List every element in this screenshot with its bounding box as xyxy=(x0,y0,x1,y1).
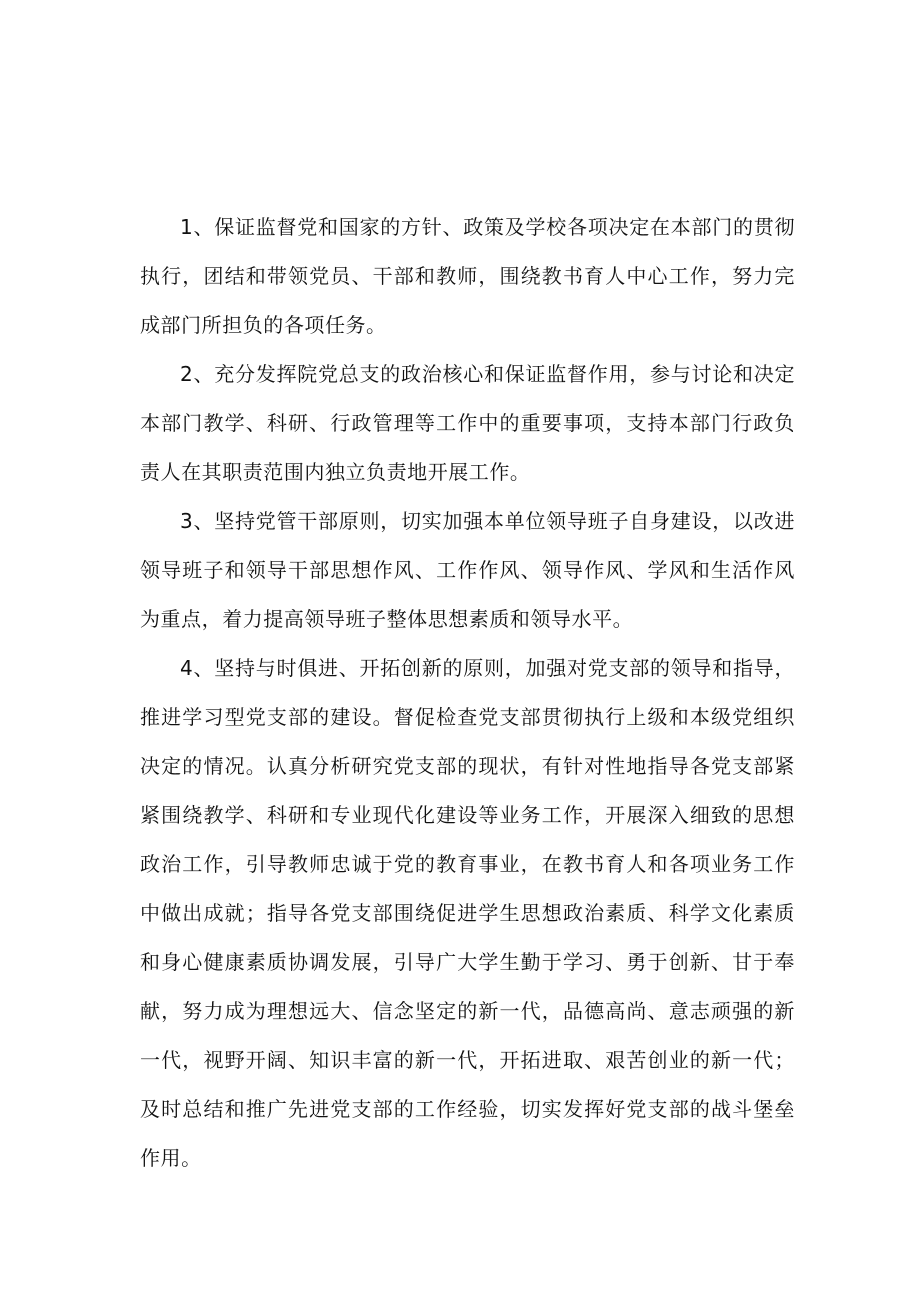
paragraph-2: 2、充分发挥院党总支的政治核心和保证监督作用，参与讨论和决定本部门教学、科研、行政管理等工作中的重要事项，支持本部门行政负责人在其职责范围内独立负责地开展工作。 xyxy=(140,362,795,484)
paragraph-3: 3、坚持党管干部原则，切实加强本单位领导班子自身建设，以改进领导班子和领导干部思想作风、工作作风、领导作风、学风和生活作风为重点，着力提高领导班子整体思想素质和领导水平。 xyxy=(140,509,795,631)
paragraph-1: 1、保证监督党和国家的方针、政策及学校各项决定在本部门的贯彻执行，团结和带领党员、干部和教师，围绕教书育人中心工作，努力完成部门所担负的各项任务。 xyxy=(140,215,795,337)
document-body xyxy=(140,203,795,1183)
paragraph-4: 4、坚持与时俱进、开拓创新的原则，加强对党支部的领导和指导，推进学习型党支部的建设。督促检查党支部贯彻执行上级和本级党组织决定的情况。认真分析研究党支部的现状，有针对性地指导各党支部紧紧围绕教学、科研和专业现代化建设等业务工作，开展深入细致的思想政治工作，引导教师忠诚于党的教育事业，在教书育人和各项业务工作中做出成就；指导各党支部围绕促进学生思想政治素质、科学文化素质和身心健康素质协调发展，引导广大学生勤于学习、勇于创新、甘于奉献，努力成为理想远大、信念坚定的新一代，品德高尚、意志顽强的新一代，视野开阔、知识丰富的新一代，开拓进取、艰苦创业的新一代；及时总结和推广先进党支部的工作经验，切实发挥好党支部的战斗堡垒作用。 xyxy=(140,656,795,1170)
